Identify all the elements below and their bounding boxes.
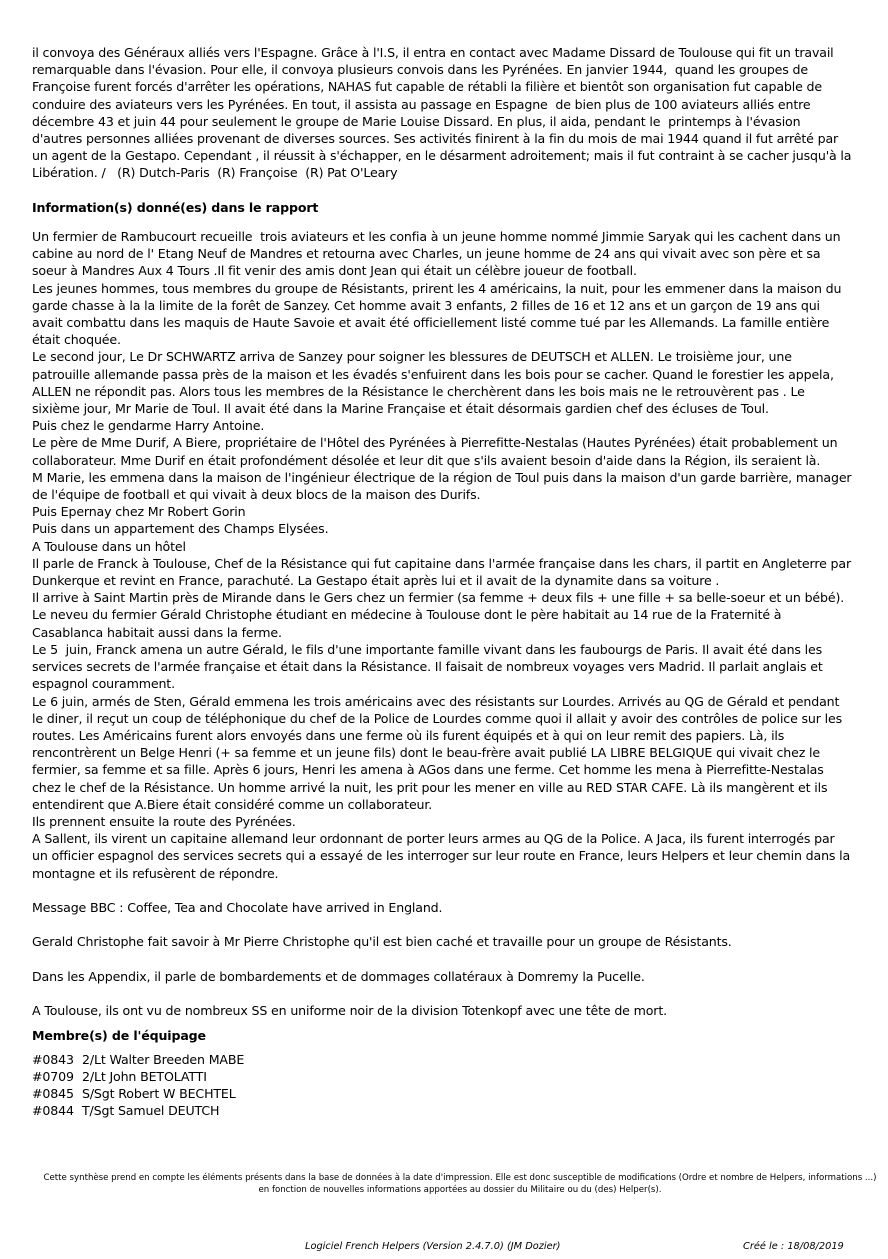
report-line: Puis chez le gendarme Harry Antoine. xyxy=(32,418,265,434)
crew-member xyxy=(32,1102,852,1119)
crew-member xyxy=(32,1085,852,1102)
report-line: Le second jour, Le Dr SCHWARTZ arriva de Sanzey pour soigner les blessures de DEUTSCH et ALLEN. Le troisième jour, une patrouille allemande passa près de la maison et les évadés s'enfuirent dans les bois pour se cacher. Quand le forestier les appela, ALLEN ne répondit pas. Alors tous les membres de la Résistance le cherchèrent dans les bois mais ne le retrouvèrent pas . Le sixième jour, Mr Marie de Toul. Il avait été dans la Marine Française et était désormais gardien chef des écluses de Toul. xyxy=(32,349,838,417)
crew-list xyxy=(32,1051,852,1120)
creation-date: Créé le : 18/08/2019 xyxy=(743,1241,844,1252)
crew-name: S/Sgt Robert W BECHTEL xyxy=(82,1085,236,1101)
report-line: M Marie, les emmena dans la maison de l'ingénieur électrique de la région de Toul puis dans la maison d'un garde barrière, manager de l'équipe de football et qui vivait à deux blocs de la maison des Durifs. xyxy=(32,469,856,503)
report-line: A Sallent, ils virent un capitaine allemand leur ordonnant de porter leurs armes au QG de la Police. A Jaca, ils furent interrogés par un officier espagnol des services secrets qui a essayé de les interroger sur leur route en France, leurs Helpers et leur chemin dans la montagne et ils refusèrent de répondre. xyxy=(32,831,854,881)
report-heading: Information(s) donné(es) dans le rapport xyxy=(32,199,319,215)
crew-number: #0709 xyxy=(32,1068,74,1084)
crew-number: #0845 xyxy=(32,1085,74,1101)
report-line: Le 6 juin, armés de Sten, Gérald emmena les trois américains avec des résistants sur Lourdes. Arrivés au QG de Gérald et pendant le diner, il reçut un coup de téléphonique du chef de la Police de Lourdes comme quoi il allait y avoir des contrôles de police sur les routes. Les Américains furent alors envoyés dans une ferme où ils furent équipés et à qui on leur remit des papiers. Là, ils rencontrèrent un Belge Henri (+ sa femme et un jeune fils) dont le beau-frère avait publié LA LIBRE BELGIQUE qui vivait chez le fermier, sa femme et sa fille. Après 6 jours, Henri les amena à AGos dans une ferme. Cet homme les mena à Pierrefitte-Nestalas chez le chef de la Résistance. Un homme arrivé la nuit, les prit pour les mener en ville au RED STAR CAFE. Là ils mangèrent et ils entendirent que A.Biere était considéré comme un collaborateur. xyxy=(32,693,846,812)
document-body xyxy=(32,44,856,1119)
report-section xyxy=(32,228,856,882)
footer-disclaimer-line: en fonction de nouvelles informations apportées au dossier du Militaire ou du (des) Helper(s). xyxy=(258,1185,662,1195)
report-line: Un fermier de Rambucourt recueille trois aviateurs et les confia à un jeune homme nommé Jimmie Saryak qui les cachent dans un cabine au nord de l' Etang Neuf de Mandres et retourna avec Charles, un jeune homme de 24 ans qui vivait avec son père et sa soeur à Mandres Aux 4 Tours .Il fit venir des amis dont Jean qui était un célèbre joueur de football. xyxy=(32,229,845,279)
report-line: Les jeunes hommes, tous membres du groupe de Résistants, prirent les 4 américains, la nuit, pour les emmener dans la maison du garde chasse à la la limite de la forêt de Sanzey. Cet homme avait 3 enfants, 2 filles de 16 et 12 ans et un garçon de 19 ans qui avait combattu dans les maquis de Haute Savoie et avait été officiellement listé comme tué par les Allemands. La famille entière était choquée. xyxy=(32,280,846,348)
footer-disclaimer-line: Cette synthèse prend en compte les éléments présents dans la base de données à la date d'impression. Elle est donc susceptible de modifications (Ordre et nombre de Helpers, informations ...) xyxy=(43,1173,877,1183)
extra-note: Gerald Christophe fait savoir à Mr Pierre Christophe qu'il est bien caché et travaille pour un groupe de Résistants. xyxy=(32,934,732,950)
intro-paragraph: il convoya des Généraux alliés vers l'Espagne. Grâce à l'I.S, il entra en contact avec Madame Dissard de Toulouse qui fit un travail remarquable dans l'évasion. Pour elle, il convoya plusieurs convois dans les Pyrénées. En janvier 1944, quand les groupes de Françoise furent forcés d'arrêter les opérations, NAHAS fut capable de rétabli la filière et bientôt son organisation fut capable de conduire des aviateurs vers les Pyrénées. En tout, il assista au passage en Espagne de bien plus de 100 aviateurs alliés entre décembre 43 et juin 44 pour seulement le groupe de Marie Louise Dissard. En plus, il aida, pendant le printemps à l'évasion d'autres personnes alliées provenant de diverses sources. Ses activités finirent à la fin du mois de mai 1944 quand il fut arrêté par un agent de la Gestapo. Cependant , il réussit à s'échapper, en le désarment adroitement; mais il fut contraint à se cacher jusqu'à la Libération. / (R) Dutch-Paris (R) Françoise (R) Pat O'Leary xyxy=(32,45,856,181)
report-line: Le 5 juin, Franck amena un autre Gérald, le fils d'une importante famille vivant dans les faubourgs de Paris. Il avait été dans les services secrets de l'armée française et était dans la Résistance. Il faisait de nombreux voyages vers Madrid. Il parlait anglais et espagnol couramment. xyxy=(32,641,827,692)
footer-disclaimer xyxy=(20,1172,888,1196)
crew-member xyxy=(32,1068,852,1085)
report-line: Il arrive à Saint Martin près de Mirande dans le Gers chez un fermier (sa femme + deux fils + une fille + sa belle-soeur et un bébé). Le neveu du fermier Gérald Christophe étudiant en médecine à Toulouse dont le père habitait au 14 rue de la Fraternité à Casablanca habitait aussi dans la ferme. xyxy=(32,590,848,640)
report-line: A Toulouse dans un hôtel xyxy=(32,538,186,554)
report-line: Le père de Mme Durif, A Biere, propriétaire de l'Hôtel des Pyrénées à Pierrefitte-Nestalas (Hautes Pyrénées) était probablement un collaborateur. Mme Durif en était profondément désolée et leur dit que s'ils avaient besoin d'aide dans la Région, ils seraient là. xyxy=(32,435,842,468)
crew-number: #0844 xyxy=(32,1103,74,1119)
crew-member xyxy=(32,1051,852,1068)
extra-note: Dans les Appendix, il parle de bombardements et de dommages collatéraux à Domremy la Pucelle. xyxy=(32,968,645,984)
extra-note: A Toulouse, ils ont vu de nombreux SS en uniforme noir de la division Totenkopf avec une tête de mort. xyxy=(32,1003,667,1019)
crew-name: 2/Lt John BETOLATTI xyxy=(82,1068,207,1084)
report-line: Puis dans un appartement des Champs Elysées. xyxy=(32,521,329,537)
report-line: Il parle de Franck à Toulouse, Chef de la Résistance qui fut capitaine dans l'armée française dans les chars, il partit en Angleterre par Dunkerque et revint en France, parachuté. La Gestapo était après lui et il avait de la dynamite dans sa voiture . xyxy=(32,555,855,589)
report-line: Ils prennent ensuite la route des Pyrénées. xyxy=(32,813,296,829)
crew-number: #0843 xyxy=(32,1051,74,1067)
crew-heading: Membre(s) de l'équipage xyxy=(32,1028,206,1044)
software-credit: Logiciel French Helpers (Version 2.4.7.0) (JM Dozier) xyxy=(305,1241,561,1252)
crew-name: T/Sgt Samuel DEUTCH xyxy=(82,1103,220,1119)
report-line: Puis Epernay chez Mr Robert Gorin xyxy=(32,504,246,520)
bbc-message: Message BBC : Coffee, Tea and Chocolate have arrived in England. xyxy=(32,899,443,915)
crew-name: 2/Lt Walter Breeden MABE xyxy=(82,1051,245,1067)
